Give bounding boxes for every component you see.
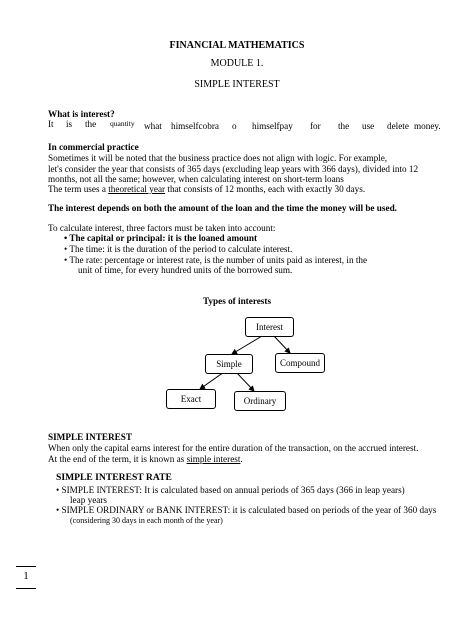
paragraph-line: The term uses a theoretical year that consists of 12 months, each with exactly 30 days.	[48, 184, 366, 194]
word: himselfcobra	[171, 121, 219, 131]
section-heading-what-is-interest: What is interest?	[48, 109, 115, 119]
node-exact: Exact	[166, 389, 216, 409]
arrow-interest-to-compound	[274, 336, 290, 353]
factor-item-rate-continued: unit of time, for every hundred units of the borrowed sum.	[78, 265, 293, 275]
factor-item-rate: • The rate: percentage or interest rate, is the number of units paid as interest, in the	[64, 255, 368, 265]
paragraph-line: At the end of the term, it is known as simple interest.	[48, 454, 243, 464]
word: It	[48, 119, 54, 129]
module-label: MODULE 1.	[210, 58, 264, 69]
simple-interest-term: simple interest	[186, 454, 241, 464]
node-compound: Compound	[275, 353, 325, 373]
rate-bullet-ordinary-interest: • SIMPLE ORDINARY or BANK INTEREST: it is calculated based on periods of the year of 360 days	[56, 505, 437, 515]
word: o	[232, 121, 237, 131]
topic-title: SIMPLE INTEREST	[194, 79, 280, 90]
word: himselfpay	[252, 121, 293, 131]
theoretical-year-term: theoretical year	[108, 184, 166, 194]
section-heading-simple-interest-rate: SIMPLE INTEREST RATE	[56, 472, 172, 483]
word: the	[85, 119, 97, 129]
arrow-interest-to-simple	[232, 336, 262, 354]
factors-intro: To calculate interest, three factors must be taken into account:	[48, 223, 276, 233]
node-interest: Interest	[245, 317, 294, 337]
word: is	[66, 119, 73, 129]
section-heading-commercial-practice: In commercial practice	[48, 142, 139, 152]
node-ordinary: Ordinary	[234, 391, 286, 411]
page-number-rule-top	[16, 566, 36, 567]
word: what	[144, 121, 162, 131]
document-title: FINANCIAL MATHEMATICS	[169, 40, 305, 51]
word: delete	[387, 121, 409, 131]
factor-item-capital: • The capital or principal: it is the loaned amount	[64, 233, 258, 243]
rate-bullet-simple-interest: • SIMPLE INTEREST: It is calculated based on annual periods of 365 days (366 in leap years)	[56, 485, 405, 495]
page-number: 1	[23, 570, 29, 582]
paragraph-line: months, not all the same; however, when calculating interest on short-term loans	[48, 174, 344, 184]
arrow-simple-to-exact	[200, 372, 224, 389]
paragraph-line: Sometimes it will be noted that the business practice does not align with logic. For example,	[48, 153, 388, 163]
rate-bullet-note: (considering 30 days in each month of the year)	[70, 516, 223, 525]
section-heading-simple-interest: SIMPLE INTEREST	[48, 432, 132, 442]
rate-bullet-continued: leap years	[70, 495, 107, 505]
paragraph-line: let's consider the year that consists of 365 days (excluding leap years with 366 days), divided into 12	[48, 164, 419, 174]
factor-item-time: • The time: it is the duration of the period to calculate interest.	[64, 244, 293, 254]
diagram-title: Types of interests	[202, 296, 272, 306]
arrow-simple-to-ordinary	[236, 372, 254, 391]
word: quantity	[110, 119, 135, 128]
paragraph-line: When only the capital earns interest for the entire duration of the transaction, on the accrued interest.	[48, 443, 419, 453]
word: use	[362, 121, 375, 131]
key-statement: The interest depends on both the amount of the loan and the time the money will be used.	[48, 203, 397, 213]
page-number-rule-bottom	[16, 588, 36, 589]
node-simple: Simple	[205, 354, 253, 374]
word: money.	[414, 121, 441, 131]
word: for	[310, 121, 321, 131]
word: the	[338, 121, 350, 131]
